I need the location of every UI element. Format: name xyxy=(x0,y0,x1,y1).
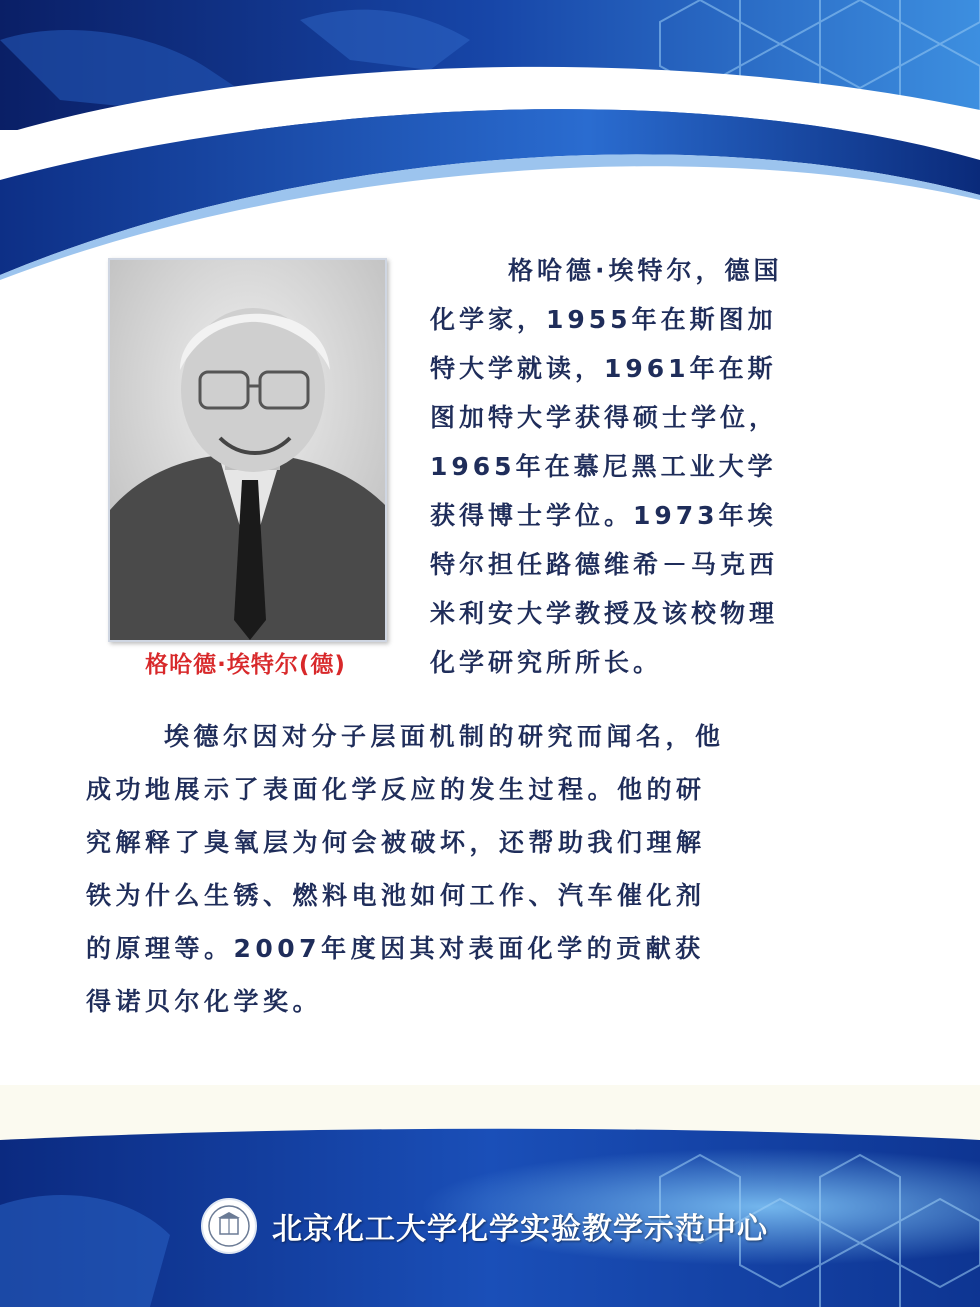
university-seal-icon xyxy=(200,1197,258,1255)
bio-main-line: 究解释了臭氧层为何会被破坏，还帮助我们理解 xyxy=(86,828,706,857)
bio-main-paragraph xyxy=(86,710,892,1028)
bio-intro-line: 格哈德·埃特尔，德国 xyxy=(508,256,783,285)
bio-intro-line: 特大学就读，1961年在斯 xyxy=(430,354,777,383)
bio-intro-line: 特尔担任路德维希－马克西 xyxy=(430,550,779,579)
footer-brand xyxy=(200,1196,768,1256)
bio-intro-line: 图加特大学获得硕士学位， xyxy=(430,403,779,432)
bio-main-line: 铁为什么生锈、燃料电池如何工作、汽车催化剂 xyxy=(86,881,706,910)
bio-main-line: 得诺贝尔化学奖。 xyxy=(86,987,323,1016)
bio-intro-line: 化学家，1955年在斯图加 xyxy=(430,305,777,334)
portrait-caption: 格哈德·埃特尔(德) xyxy=(145,652,346,678)
portrait-photo xyxy=(108,258,387,642)
bio-intro-line: 1965年在慕尼黑工业大学 xyxy=(430,452,777,481)
bio-main-line: 埃德尔因对分子层面机制的研究而闻名，他 xyxy=(164,722,725,751)
bio-intro-paragraph xyxy=(430,246,888,687)
bio-main-line: 成功地展示了表面化学反应的发生过程。他的研 xyxy=(86,775,706,804)
bio-intro-line: 化学研究所所长。 xyxy=(430,648,663,677)
bio-main-line: 的原理等。2007年度因其对表面化学的贡献获 xyxy=(86,934,705,963)
bio-intro-line: 米利安大学教授及该校物理 xyxy=(430,599,779,628)
institution-name: 北京化工大学化学实验教学示范中心 xyxy=(272,1212,768,1247)
bio-intro-line: 获得博士学位。1973年埃 xyxy=(430,501,777,530)
header-banner xyxy=(0,0,980,280)
